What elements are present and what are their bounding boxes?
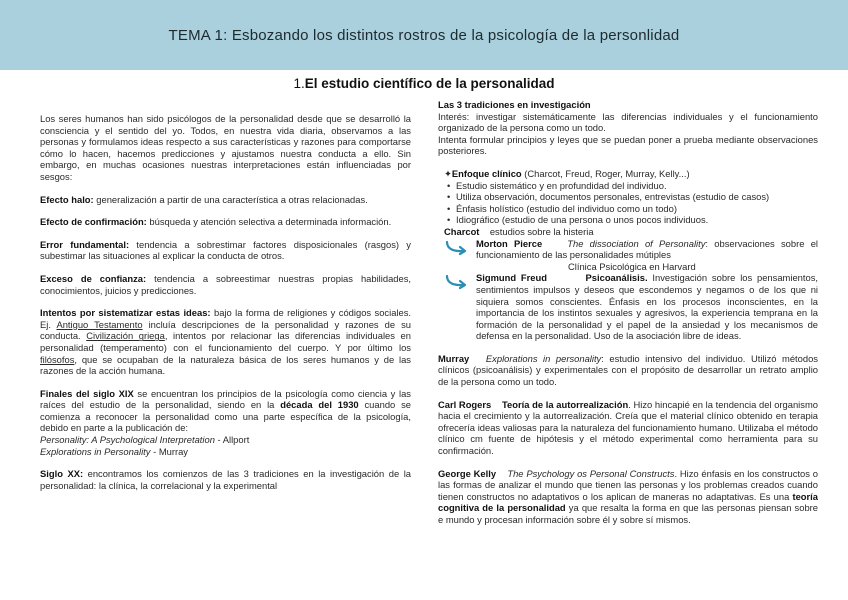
star-bullet-icon: ✦ xyxy=(444,167,452,179)
murray-paragraph: Murray Explorations in personality: estudio intensivo del individuo. Utilizó métodos clínicos (psicoanálisis) y experimentales con el propósito de desarrollar un retrato amplio de la persona como un todo. xyxy=(438,352,818,388)
traditions-title: Las 3 tradiciones en investigación xyxy=(438,99,591,110)
bias-halo: Efecto halo: generalización a partir de una característica a otras relacionadas. xyxy=(40,193,368,205)
nineteenth-century-paragraph: Finales del siglo XIX se encuentran los principios de la psicología como ciencia y las raíces del estudio de la personalidad, siendo en la década del 1930 cuando se comienza a reconocer la personalidad como una parte específica de la psicología, debido en parte a la publicación de: Personality: A Psychological Interpretation - Allport Explorations in Personality - Murray xyxy=(40,387,411,457)
list-item: • Utiliza observación, documentos personales, entrevistas (estudio de casos) xyxy=(438,191,818,203)
clinical-list xyxy=(438,180,818,226)
bias-overconfidence: Exceso de confianza: tendencia a sobreestimar nuestras propias habilidades, conocimientos, juicios y predicciones. xyxy=(40,272,411,296)
twentieth-century-paragraph: Siglo XX: encontramos los comienzos de las 3 tradiciones en la investigación de la personalidad: la clínica, la correlacional y la experimental xyxy=(40,468,411,491)
curved-arrow-icon xyxy=(444,274,470,290)
intent-paragraph: Intenta formular principios y leyes que se puedan poner a prueba mediante observaciones posteriores. xyxy=(438,133,818,157)
bias-fundamental-error: Error fundamental: tendencia a sobrestimar factores disposicionales (rasgos) y subestimar las situaciones al explicar la conducta de otros. xyxy=(40,238,411,262)
clinical-heading: ✦Enfoque clínico (Charcot, Freud, Roger, Murray, Kelly...) xyxy=(444,167,690,179)
bias-confirmation: Efecto de confirmación: búsqueda y atención selectiva a determinada información. xyxy=(40,216,392,228)
prince-block: Morton Pierce The dissociation of Personality: observaciones sobre el funcionamiento de las personalidades mútiples Clínica Psicológica en Harvard xyxy=(438,238,818,273)
list-item: • Estudio sistemático y en profundidad del individuo. xyxy=(438,180,818,192)
interest-paragraph: Interés: investigar sistemáticamente las diferencias individuales y el funcionamiento organizado de la persona como un todo. xyxy=(438,110,818,134)
charcot-line: Charcot estudios sobre la histeria xyxy=(444,225,594,237)
list-item: • Énfasis holístico (estudio del individuo como un todo) xyxy=(438,203,818,215)
section-heading xyxy=(0,76,848,91)
rogers-paragraph: Carl Rogers Teoría de la autorrealización. Hizo hincapié en la tendencia del organismo hacia el crecimiento y la autorrealización. Creía que el material clínico obtenido en terapia ofrecería ideas valiosas para la naturaleza del funcionamiento humano. Utilizaba el método clínico cm fuente de hipótesis y el método experimental como herramienta para su confirmación. xyxy=(438,398,818,457)
freud-block: Sigmund Freud Psicoanálisis. Investigación sobre los pensamientos, sentimientos impulsos y deseos que escondemos y negamos o de los que ni siquiera somos conscientes. Énfasis en los procesos inconscientes, en la importancia de los instintos sexuales y agresivos, la experiencia temprana en la formación de la personalidad y el papel de la ansiedad y los mecanismos de defensa en la personalidad. Uso de la asociación libre de ideas. xyxy=(438,272,818,342)
intro-paragraph: Los seres humanos han sido psicólogos de la personalidad desde que se desarrolló la consciencia y el sentido del yo. Todos, en nuestra vida diaria, observamos a las personas y formulamos ideas respecto a sus características y razones para comportarse cómo lo hacen, hacemos predicciones y ajustamos nuestra conducta a ello. Sin embargo, en muchas ocasiones nuestras interpretaciones están influenciadas por sesgos: xyxy=(40,113,411,182)
left-column xyxy=(40,113,411,491)
right-column xyxy=(438,99,818,526)
list-item: • Idiográfico (estudio de una persona o unos pocos individuos. xyxy=(438,214,818,226)
section-title: El estudio científico de la personalidad xyxy=(304,76,555,91)
kelly-paragraph: George Kelly The Psychology os Personal Constructs. Hizo énfasis en los constructos o las formas de analizar el mundo que tienen las personas y los problemas creados cuando tienen constructos no adaptativos o los aplican de maneras no adaptativas. Es una teoría cognitiva de la personalidad ya que resalta la forma en que las personas piensan sobre e mundo y procesan información sobre él y sobre sí mismos. xyxy=(438,467,818,525)
title-banner xyxy=(0,0,848,70)
curved-arrow-icon xyxy=(444,240,470,256)
page-title: TEMA 1: Esbozando los distintos rostros de la psicología de la personlidad xyxy=(168,26,680,44)
section-number: 1. xyxy=(293,76,305,91)
systematization-paragraph: Intentos por sistematizar estas ideas: bajo la forma de religiones y códigos sociales. Ej. Antiguo Testamento incluía descripciones de la personalidad y razones de su conducta. Civilización griega, intentos por relacionar las diferencias individuales en personalidad (temperamento) con el funcionamiento del cuerpo. Y por último los filósofos, que se ocupaban de la naturaleza básica de los seres humanos y de las razones de la acción humana. xyxy=(40,307,411,377)
